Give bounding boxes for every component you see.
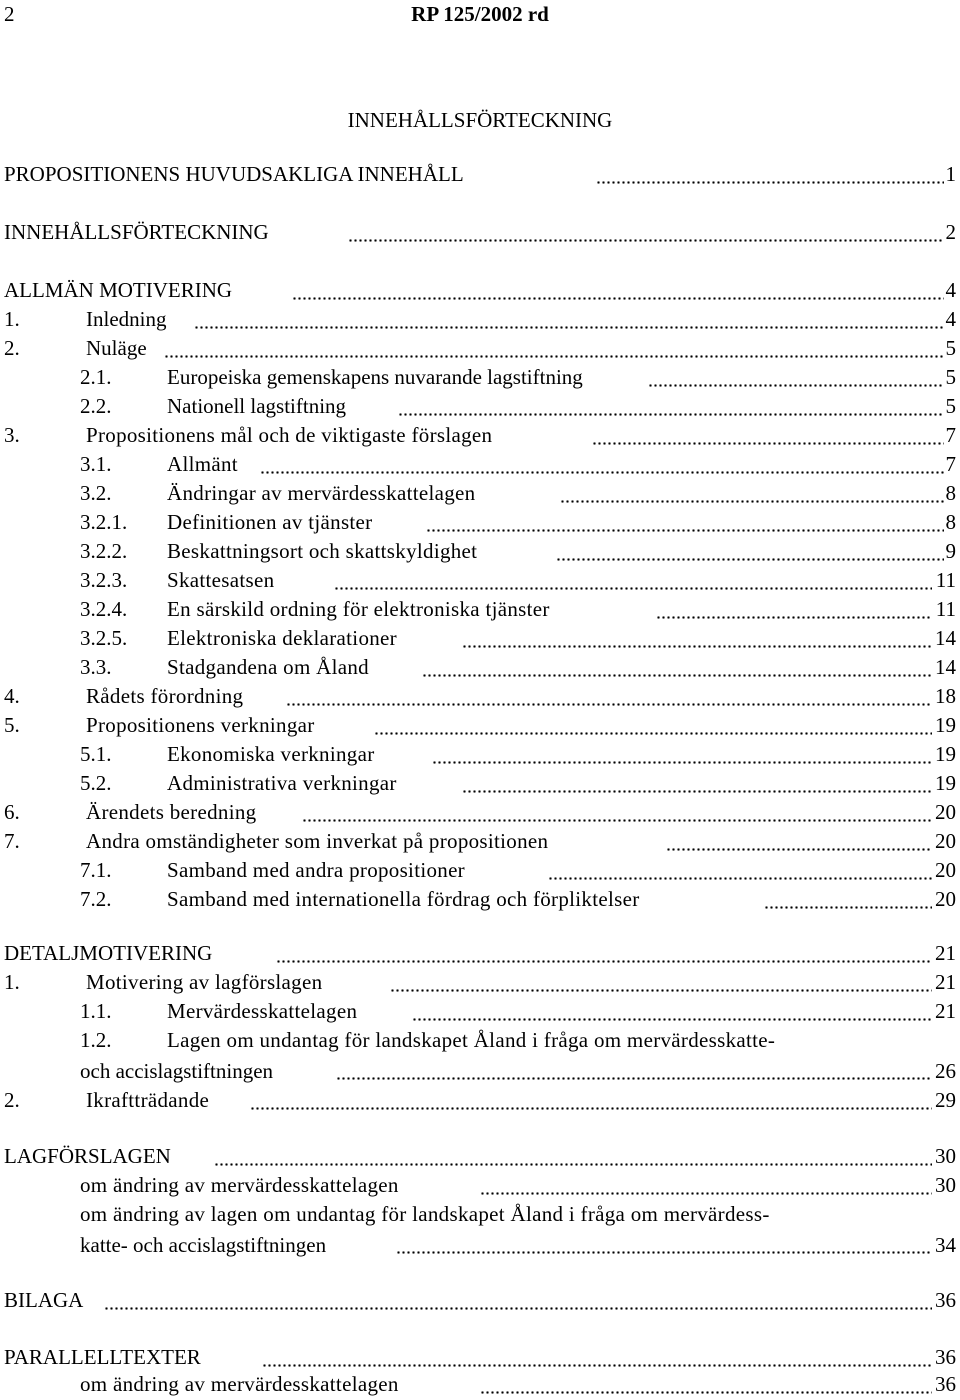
toc-entry-page: 8 bbox=[945, 481, 956, 505]
toc-leader-dots bbox=[666, 848, 932, 851]
toc-entry-text: ALLMÄN MOTIVERING bbox=[4, 278, 233, 302]
toc-leader-dots bbox=[480, 1192, 932, 1195]
toc-entry-number: 3.3. bbox=[80, 655, 112, 679]
toc-leader-dots bbox=[396, 1251, 932, 1254]
toc-leader-dots bbox=[286, 703, 932, 706]
toc-entry-text: Ändringar av mervärdesskattelagen bbox=[167, 481, 476, 505]
toc-leader-dots bbox=[214, 1163, 932, 1166]
toc-entry[interactable] bbox=[0, 394, 960, 422]
toc-leader-dots bbox=[462, 790, 932, 793]
toc-leader-dots bbox=[390, 989, 932, 992]
toc-leader-dots bbox=[592, 442, 944, 445]
toc-entry[interactable] bbox=[0, 970, 960, 998]
toc-entry-page: 21 bbox=[935, 970, 956, 994]
toc-leader-dots bbox=[556, 558, 944, 561]
toc-entry-page: 20 bbox=[935, 800, 956, 824]
toc-entry-text-continued: och accislagstiftningen bbox=[80, 1059, 274, 1083]
toc-entry-number: 5.2. bbox=[80, 771, 112, 795]
toc-entry[interactable] bbox=[0, 771, 960, 799]
toc-entry[interactable] bbox=[0, 597, 960, 625]
document-reference: RP 125/2002 rd bbox=[411, 2, 549, 26]
toc-entry[interactable] bbox=[0, 1288, 960, 1316]
toc-entry[interactable] bbox=[0, 1173, 960, 1201]
toc-entry-page: 8 bbox=[945, 510, 956, 534]
toc-entry[interactable] bbox=[0, 220, 960, 248]
toc-entry-number: 3.1. bbox=[80, 452, 112, 476]
toc-entry[interactable] bbox=[0, 423, 960, 451]
toc-entry-page: 1 bbox=[945, 162, 956, 186]
toc-entry-page: 34 bbox=[935, 1233, 956, 1257]
toc-entry-text: Ikraftträdande bbox=[86, 1088, 210, 1112]
toc-leader-dots bbox=[262, 1364, 932, 1367]
toc-entry[interactable] bbox=[0, 1088, 960, 1116]
toc-entry-text: Nuläge bbox=[86, 336, 147, 360]
toc-entry-text: Ärendets beredning bbox=[86, 800, 257, 824]
toc-leader-dots bbox=[426, 529, 944, 532]
toc-leader-dots bbox=[480, 1391, 932, 1394]
toc-entry[interactable] bbox=[0, 626, 960, 654]
toc-entry[interactable] bbox=[0, 941, 960, 969]
toc-entry[interactable] bbox=[0, 1202, 960, 1260]
toc-entry-text: om ändring av mervärdesskattelagen bbox=[80, 1173, 399, 1197]
toc-entry-page: 20 bbox=[935, 858, 956, 882]
toc-entry[interactable] bbox=[0, 452, 960, 480]
toc-leader-dots bbox=[302, 819, 932, 822]
toc-leader-dots bbox=[656, 616, 932, 619]
toc-leader-dots bbox=[276, 960, 932, 963]
toc-entry[interactable] bbox=[0, 1372, 960, 1400]
toc-entry-text: Elektroniska deklarationer bbox=[167, 626, 397, 650]
toc-entry-page: 5 bbox=[945, 394, 956, 418]
toc-entry-number: 2.2. bbox=[80, 394, 112, 418]
toc-entry-page: 29 bbox=[935, 1088, 956, 1112]
toc-leader-dots bbox=[422, 674, 932, 677]
toc-entry[interactable] bbox=[0, 539, 960, 567]
toc-entry[interactable] bbox=[0, 742, 960, 770]
toc-entry-text: PROPOSITIONENS HUVUDSAKLIGA INNEHÅLL bbox=[4, 162, 464, 186]
toc-entry-number: 1. bbox=[4, 970, 20, 994]
toc-entry-number: 7.1. bbox=[80, 858, 112, 882]
toc-entry-number: 2. bbox=[4, 336, 20, 360]
toc-entry-text: Definitionen av tjänster bbox=[167, 510, 373, 534]
toc-entry-page: 14 bbox=[935, 655, 956, 679]
toc-entry-text: Europeiska gemenskapens nuvarande lagstiftning bbox=[167, 365, 583, 389]
toc-entry-text: Rådets förordning bbox=[86, 684, 244, 708]
toc-entry-page: 36 bbox=[935, 1372, 956, 1396]
toc-entry[interactable] bbox=[0, 307, 960, 335]
toc-entry-page: 11 bbox=[935, 597, 956, 621]
toc-leader-dots bbox=[164, 355, 944, 358]
toc-leader-dots bbox=[412, 1018, 932, 1021]
toc-leader-dots bbox=[374, 732, 932, 735]
toc-entry-page: 4 bbox=[945, 307, 956, 331]
toc-leader-dots bbox=[432, 761, 932, 764]
toc-entry-text: DETALJMOTIVERING bbox=[4, 941, 213, 965]
toc-entry-text: Stadgandena om Åland bbox=[167, 655, 369, 679]
toc-entry[interactable] bbox=[0, 1144, 960, 1172]
toc-leader-dots bbox=[548, 877, 932, 880]
toc-entry-page: 36 bbox=[935, 1288, 956, 1312]
toc-entry[interactable] bbox=[0, 1028, 960, 1086]
toc-leader-dots bbox=[648, 384, 944, 387]
toc-title: INNEHÅLLSFÖRTECKNING bbox=[347, 108, 613, 132]
toc-entry[interactable] bbox=[0, 365, 960, 393]
toc-entry-page: 30 bbox=[935, 1173, 956, 1197]
toc-entry-number: 3.2.2. bbox=[80, 539, 128, 563]
toc-entry[interactable] bbox=[0, 510, 960, 538]
toc-entry-text: Skattesatsen bbox=[167, 568, 275, 592]
toc-entry-number: 2.1. bbox=[80, 365, 112, 389]
toc-entry-number: 3.2.1. bbox=[80, 510, 128, 534]
toc-entry-page: 30 bbox=[935, 1144, 956, 1168]
toc-entry-page: 19 bbox=[935, 771, 956, 795]
toc-entry-number: 4. bbox=[4, 684, 20, 708]
toc-leader-dots bbox=[334, 587, 932, 590]
toc-entry-page: 4 bbox=[945, 278, 956, 302]
toc-entry-page: 5 bbox=[945, 336, 956, 360]
page-number: 2 bbox=[4, 2, 15, 26]
toc-entry-text: Propositionens mål och de viktigaste förslagen bbox=[86, 423, 493, 447]
toc-entry[interactable] bbox=[0, 887, 960, 915]
toc-entry-text: Administrativa verkningar bbox=[167, 771, 397, 795]
toc-entry-text: Ekonomiska verkningar bbox=[167, 742, 375, 766]
toc-entry-number: 6. bbox=[4, 800, 20, 824]
toc-leader-dots bbox=[398, 413, 944, 416]
toc-entry-number: 3. bbox=[4, 423, 20, 447]
toc-entry[interactable] bbox=[0, 1345, 960, 1373]
toc-entry-number: 3.2.4. bbox=[80, 597, 128, 621]
toc-entry-page: 2 bbox=[945, 220, 956, 244]
toc-entry-page: 18 bbox=[935, 684, 956, 708]
toc-entry-page: 11 bbox=[935, 568, 956, 592]
toc-entry-text: Andra omständigheter som inverkat på propositionen bbox=[86, 829, 549, 853]
toc-leader-dots bbox=[260, 471, 944, 474]
toc-entry-number: 1.1. bbox=[80, 999, 112, 1023]
page-header bbox=[0, 0, 960, 30]
toc-leader-dots bbox=[194, 326, 944, 329]
toc-entry-text: BILAGA bbox=[4, 1288, 84, 1312]
toc-leader-dots bbox=[250, 1107, 932, 1110]
toc-entry-text: Motivering av lagförslagen bbox=[86, 970, 323, 994]
toc-entry-text: Beskattningsort och skattskyldighet bbox=[167, 539, 478, 563]
toc-entry-page: 26 bbox=[935, 1059, 956, 1083]
toc-entry-text: PARALLELLTEXTER bbox=[4, 1345, 201, 1369]
toc-entry-page: 19 bbox=[935, 713, 956, 737]
toc-entry-text: om ändring av mervärdesskattelagen bbox=[80, 1372, 399, 1396]
toc-entry-text: Nationell lagstiftning bbox=[167, 394, 347, 418]
toc-leader-dots bbox=[348, 239, 944, 242]
toc-entry-number: 7.2. bbox=[80, 887, 112, 911]
toc-leader-dots bbox=[596, 181, 944, 184]
toc-entry[interactable] bbox=[0, 684, 960, 712]
toc-entry-number: 3.2.3. bbox=[80, 568, 128, 592]
toc-leader-dots bbox=[462, 645, 932, 648]
toc-entry-number: 2. bbox=[4, 1088, 20, 1112]
toc-entry-text: Mervärdesskattelagen bbox=[167, 999, 358, 1023]
toc-entry-page: 36 bbox=[935, 1345, 956, 1369]
toc-entry-page: 20 bbox=[935, 887, 956, 911]
toc-entry-number: 5.1. bbox=[80, 742, 112, 766]
toc-entry-page: 5 bbox=[945, 365, 956, 389]
toc-entry-number: 3.2. bbox=[80, 481, 112, 505]
toc-entry[interactable] bbox=[0, 568, 960, 596]
toc-entry-text: Lagen om undantag för landskapet Åland i fråga om mervärdesskatte- bbox=[167, 1028, 776, 1052]
toc-entry[interactable] bbox=[0, 655, 960, 683]
toc-entry[interactable] bbox=[0, 999, 960, 1027]
toc-entry[interactable] bbox=[0, 713, 960, 741]
toc-leader-dots bbox=[104, 1307, 932, 1310]
toc-leader-dots bbox=[336, 1077, 932, 1080]
toc-leader-dots bbox=[764, 906, 932, 909]
toc-entry-text: INNEHÅLLSFÖRTECKNING bbox=[4, 220, 269, 244]
toc-entry-page: 21 bbox=[935, 941, 956, 965]
toc-entry-number: 3.2.5. bbox=[80, 626, 128, 650]
toc-leader-dots bbox=[292, 297, 944, 300]
toc-entry[interactable] bbox=[0, 162, 960, 190]
toc-entry-page: 19 bbox=[935, 742, 956, 766]
toc-entry-text: Inledning bbox=[86, 307, 167, 331]
toc-entry-text: Samband med andra propositioner bbox=[167, 858, 465, 882]
toc-entry[interactable] bbox=[0, 800, 960, 828]
toc-entry-number: 1.2. bbox=[80, 1028, 112, 1052]
toc-entry[interactable] bbox=[0, 829, 960, 857]
toc-entry-number: 5. bbox=[4, 713, 20, 737]
toc-entry[interactable] bbox=[0, 278, 960, 306]
toc-entry[interactable] bbox=[0, 858, 960, 886]
toc-entry-page: 7 bbox=[945, 423, 956, 447]
toc-entry-text: Samband med internationella fördrag och förpliktelser bbox=[167, 887, 640, 911]
toc-entry-page: 21 bbox=[935, 999, 956, 1023]
toc-entry-text: LAGFÖRSLAGEN bbox=[4, 1144, 171, 1168]
toc-entry-text: En särskild ordning för elektroniska tjänster bbox=[167, 597, 550, 621]
toc-entry-text: Allmänt bbox=[167, 452, 238, 476]
toc-entry[interactable] bbox=[0, 481, 960, 509]
toc-entry-page: 20 bbox=[935, 829, 956, 853]
toc-entry-page: 9 bbox=[945, 539, 956, 563]
toc-entry-page: 7 bbox=[945, 452, 956, 476]
toc-entry[interactable] bbox=[0, 336, 960, 364]
toc-entry-text-continued: katte- och accislagstiftningen bbox=[80, 1233, 327, 1257]
toc-entry-number: 1. bbox=[4, 307, 20, 331]
toc-leader-dots bbox=[560, 500, 944, 503]
toc-entry-number: 7. bbox=[4, 829, 20, 853]
toc-entry-page: 14 bbox=[935, 626, 956, 650]
toc-entry-text: Propositionens verkningar bbox=[86, 713, 315, 737]
toc-entry-text: om ändring av lagen om undantag för landskapet Åland i fråga om mervärdess- bbox=[80, 1202, 770, 1226]
